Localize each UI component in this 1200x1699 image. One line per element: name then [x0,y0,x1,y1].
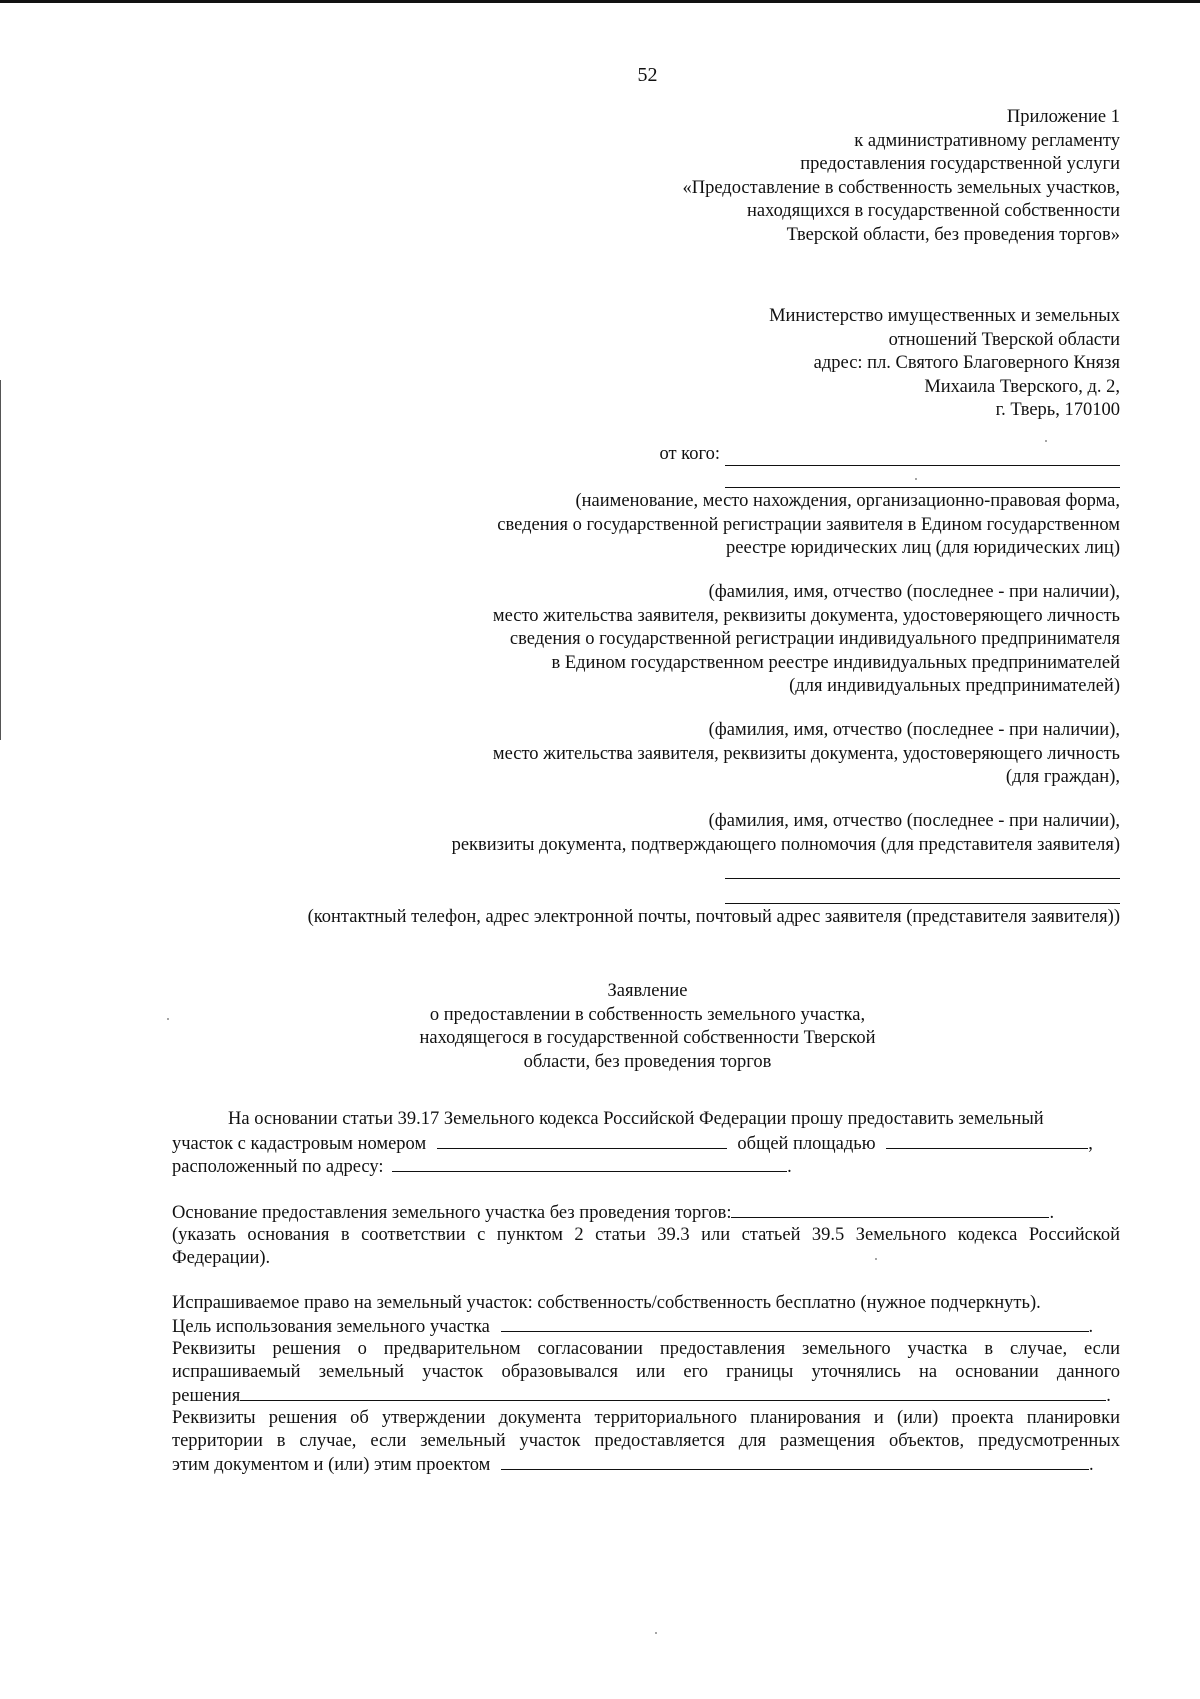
basis-line [172,1201,1120,1226]
statement-subtitle: области, без проведения торгов [523,1051,772,1072]
purpose-label: Цель использования земельного участка [172,1317,490,1337]
legal-entity-note [497,490,1120,561]
punct: . [1106,1386,1111,1406]
note-line: реквизиты документа, подтверждающего полномочия (для представителя заявителя) [451,834,1120,855]
address-line [172,1155,1120,1180]
note-line: (для граждан), [1005,767,1120,787]
statement-title: Заявление [607,981,688,1001]
punct: . [1088,1317,1094,1337]
scan-speck [655,1632,657,1634]
note-line: сведения о государственной регистрации заявителя в Едином государственном [497,514,1120,535]
punct: . [1049,1203,1055,1223]
plan-decision-line [172,1453,1120,1478]
entrepreneur-note [493,581,1120,699]
note-line: (наименование, место нахождения, организационно-правовая форма, [575,491,1120,511]
note-line: реестре юридических лиц (для юридических лиц) [725,538,1120,558]
area-label: общей площадью [737,1134,876,1154]
address-field[interactable] [392,1155,787,1172]
addressee-line: Министерство имущественных и земельных [769,306,1120,326]
addressee-line: адрес: пл. Святого Благоверного Князя [813,353,1120,373]
basis-label: Основание предоставления земельного участка без проведения торгов: [172,1203,732,1223]
scan-speck [915,478,917,480]
note-line: (фамилия, имя, отчество (последнее - при наличии), [708,720,1120,740]
basis-note: (указать основания в соответствии с пунктом 2 статьи 39.3 или статьей 39.5 Земельного кодекса Российской [172,1225,1120,1245]
note-line: (фамилия, имя, отчество (последнее - при наличии), [708,811,1120,831]
basis-field[interactable] [731,1201,1049,1218]
appendix-line: предоставления государственной услуги [800,154,1120,174]
addressee-line: отношений Тверской области [888,329,1120,350]
statement-subtitle: о предоставлении в собственность земельного участка, [429,1004,866,1025]
sender-label: от кого: [659,444,720,464]
plan-decision-text: Реквизиты решения об утверждении документа территориального планирования и (или) проекта планировки [172,1408,1120,1428]
citizen-note [493,719,1120,790]
note-line: (фамилия, имя, отчество (последнее - при наличии), [708,582,1120,602]
addressee-line: Михаила Тверского, д. 2, [924,376,1120,397]
prelim-decision-line [172,1384,1120,1409]
note-line: место жительства заявителя, реквизиты документа, удостоверяющего личность [492,743,1120,764]
addressee-line: г. Тверь, 170100 [995,400,1120,420]
punct: . [787,1157,792,1177]
note-line: (для индивидуальных предпринимателей) [789,676,1120,696]
contact-note: (контактный телефон, адрес электронной почты, почтовый адрес заявителя (представителя заявителя)) [307,907,1120,927]
cadastral-line [172,1132,1120,1157]
punct: , [1088,1134,1093,1154]
request-paragraph-line: На основании статьи 39.17 Земельного кодекса Российской Федерации прошу предоставить земельный [228,1109,1044,1129]
area-field[interactable] [886,1132,1088,1149]
addressee-block [769,305,1120,423]
contact-field-line[interactable] [725,903,1120,904]
plan-decision-field[interactable] [501,1453,1089,1470]
prelim-decision-field[interactable] [240,1384,1106,1401]
address-label: расположенный по адресу: [172,1157,384,1177]
scan-speck [1045,440,1047,442]
cadastral-number-field[interactable] [437,1132,727,1149]
sender-field-line[interactable] [725,487,1120,488]
scan-left-edge [0,380,1,740]
appendix-line: Тверской области, без проведения торгов» [786,224,1120,245]
prelim-label: решения [172,1386,241,1406]
purpose-line [172,1315,1120,1340]
basis-note: Федерации). [172,1248,271,1268]
requested-right-line: Испрашиваемое право на земельный участок: собственность/собственность бесплатно (нужное подчеркнуть). [172,1293,1041,1313]
sender-field-line[interactable] [725,465,1120,466]
contact-field-line[interactable] [725,878,1120,879]
prelim-decision-text: Реквизиты решения о предварительном согласовании предоставления земельного участка в случае, если [172,1339,1120,1359]
scan-top-edge [0,0,1200,3]
appendix-line: находящихся в государственной собственности [746,201,1120,221]
note-line: в Едином государственном реестре индивидуальных предпринимателей [551,652,1120,673]
scan-speck [167,1018,169,1020]
appendix-line: к административному регламенту [854,130,1120,151]
statement-title-block [0,980,1200,1074]
prelim-decision-text: испрашиваемый земельный участок образовывался или его границы уточнялись на основании данного [172,1362,1120,1382]
statement-subtitle: находящегося в государственной собственности Тверской [419,1028,876,1048]
scan-speck [875,1258,877,1260]
punct: . [1088,1455,1094,1475]
page-number: 52 [637,64,658,86]
appendix-line: Приложение 1 [1006,107,1120,127]
representative-note [452,810,1120,857]
cadastral-label: участок с кадастровым номером [172,1134,427,1154]
plan-label: этим документом и (или) этим проектом [172,1455,491,1475]
appendix-line: «Предоставление в собственность земельных участков, [682,177,1120,198]
note-line: сведения о государственной регистрации индивидуального предпринимателя [509,629,1120,649]
plan-decision-text: территории в случае, если земельный участок предоставляется для размещения объектов, предусмотренных [172,1431,1120,1451]
purpose-field[interactable] [501,1315,1089,1332]
note-line: место жительства заявителя, реквизиты документа, удостоверяющего личность [492,605,1120,626]
appendix-header [682,106,1120,247]
